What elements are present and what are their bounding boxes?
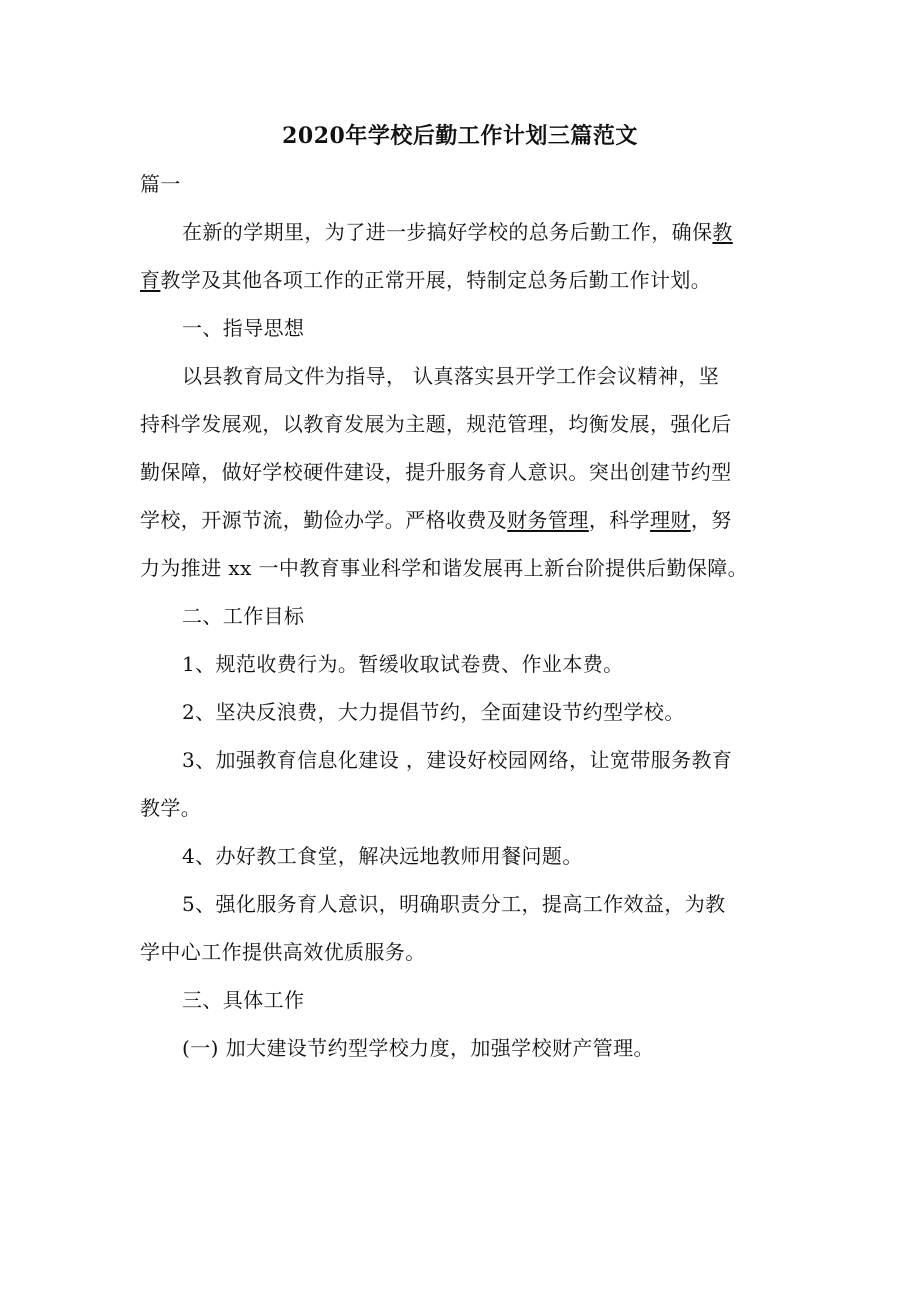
intro-line-1 xyxy=(182,218,780,246)
section-label: 篇一 xyxy=(140,172,181,196)
goal-item-4: 4、办好教工食堂，解决远地教师用餐问题。 xyxy=(182,844,583,868)
guiding-text: ，科学 xyxy=(588,508,651,532)
heading-work-goals: 二、工作目标 xyxy=(182,604,305,628)
intro-text: 在新的学期里，为了进一步搞好学校的总务后勤工作，确保 xyxy=(182,220,713,244)
finance-link[interactable]: 理财 xyxy=(650,508,691,532)
subsection-1: (一) 加大建设节约型学校力度，加强学校财产管理。 xyxy=(182,1036,654,1060)
goal-item-2: 2、坚决反浪费，大力提倡节约，全面建设节约型学校。 xyxy=(182,700,685,724)
intro-text: 教学及其他各项工作的正常开展，特制定总务后勤工作计划。 xyxy=(160,268,712,292)
goal-item-3: 3、加强教育信息化建设 ，建设好校园网络，让宽带服务教育 xyxy=(182,748,733,772)
education-link[interactable]: 育 xyxy=(140,268,161,292)
goal-item-5: 5、强化服务育人意识，明确职责分工，提高工作效益，为教 xyxy=(182,892,726,916)
heading-guiding-ideology: 一、指导思想 xyxy=(182,316,305,340)
guiding-line-1: 以县教育局文件为指导， 认真落实县开学工作会议精神，坚 xyxy=(182,364,720,388)
guiding-line-2: 持科学发展观，以教育发展为主题，规范管理，均衡发展，强化后 xyxy=(140,412,732,436)
goal-item-1: 1、规范收费行为。暂缓收取试卷费、作业本费。 xyxy=(182,652,624,676)
document-title: 2020年学校后勤工作计划三篇范文 xyxy=(282,123,638,149)
goal-item-3-cont: 教学。 xyxy=(140,796,202,820)
education-link[interactable]: 教 xyxy=(712,220,733,244)
guiding-text: 学校，开源节流，勤俭办学。严格收费及 xyxy=(140,508,508,532)
goal-item-5-cont: 学中心工作提供高效优质服务。 xyxy=(140,940,426,964)
intro-line-2 xyxy=(140,266,780,294)
guiding-line-3: 勤保障，做好学校硬件建设，提升服务育人意识。突出创建节约型 xyxy=(140,460,732,484)
guiding-line-5: 力为推进 xx 一中教育事业科学和谐发展再上新台阶提供后勤保障。 xyxy=(140,556,749,580)
guiding-text: ，努 xyxy=(690,508,732,532)
heading-specific-work: 三、具体工作 xyxy=(182,988,305,1012)
guiding-line-4 xyxy=(140,506,780,534)
financial-management-link[interactable]: 财务管理 xyxy=(507,508,589,532)
